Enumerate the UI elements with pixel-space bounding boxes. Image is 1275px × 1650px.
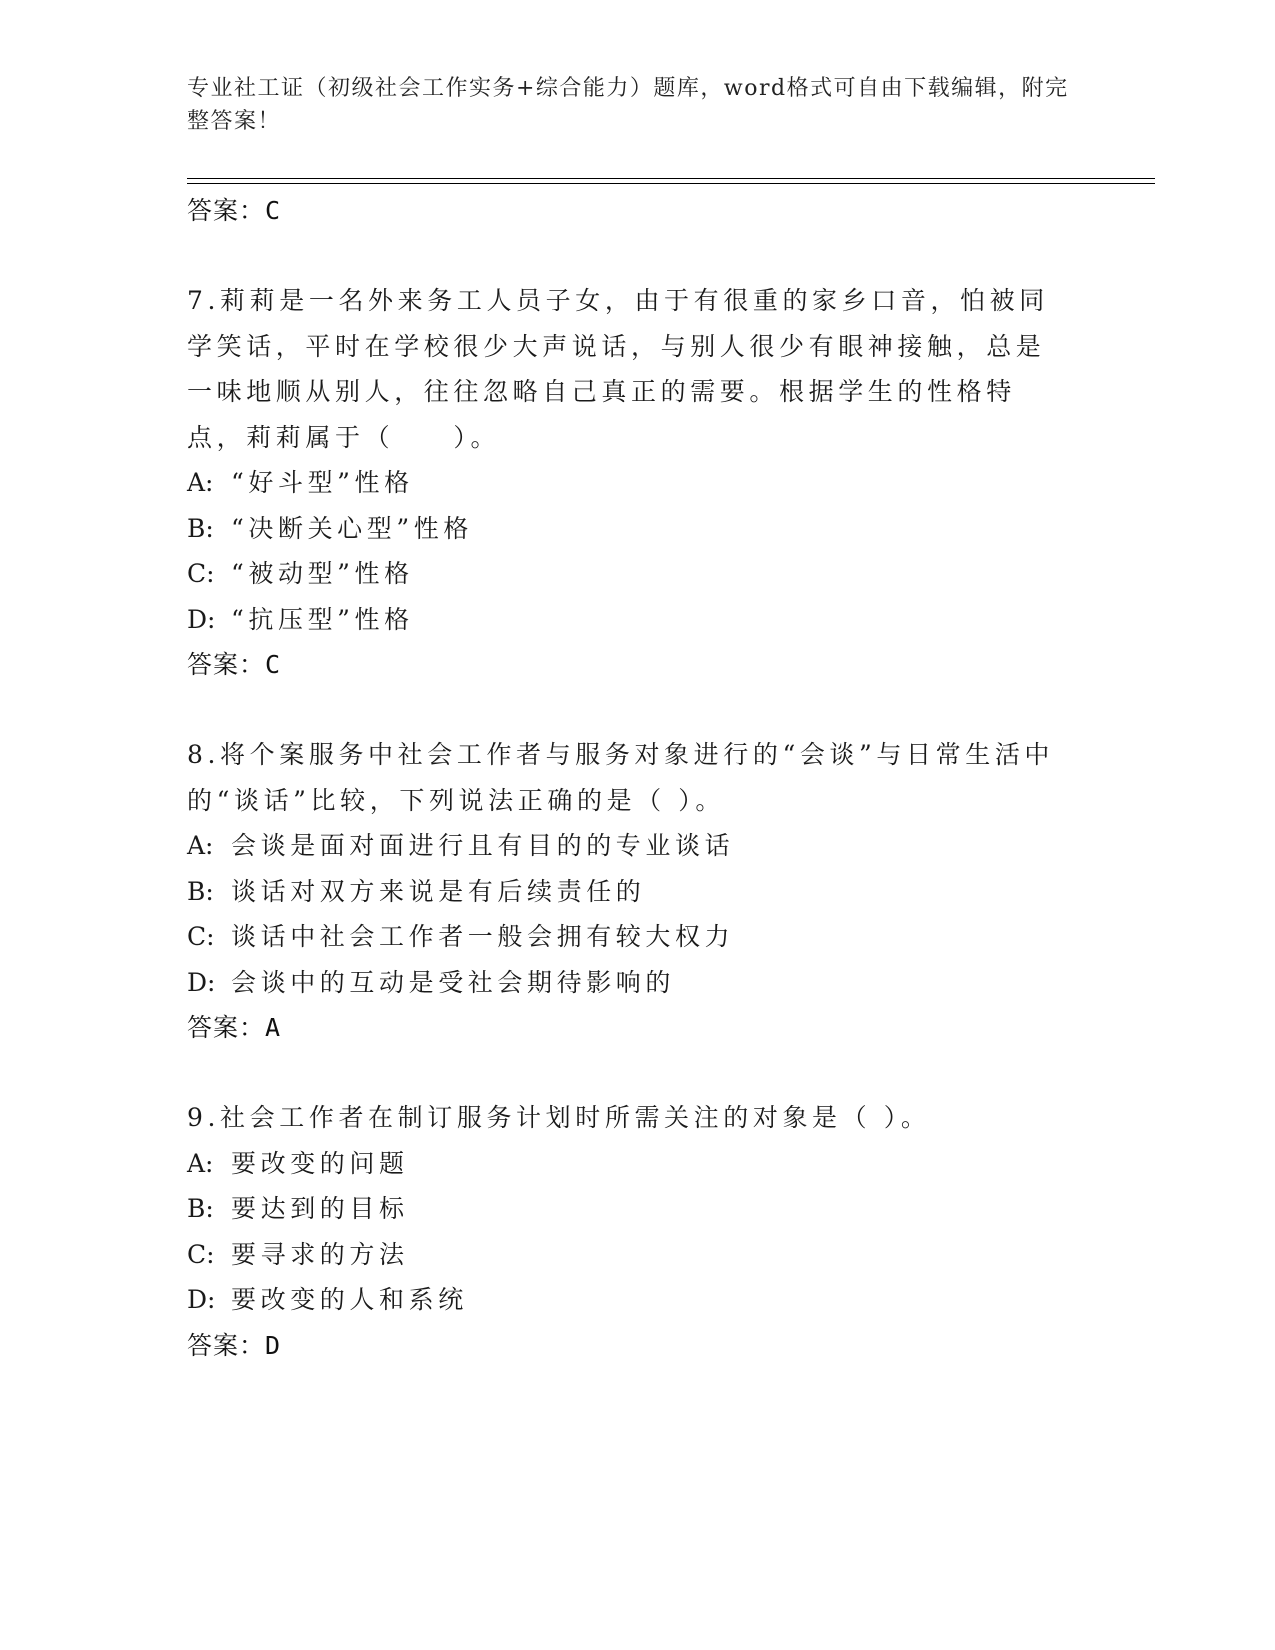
page-header: 专业社工证（初级社会工作实务+综合能力）题库，word格式可自由下载编辑，附完整答案！ [187, 76, 1069, 134]
option-c [187, 914, 1067, 960]
option-text: “抗压型”性格 [231, 604, 414, 634]
option-letter: D: [187, 967, 216, 997]
option-a [187, 1141, 1067, 1187]
answer-line [187, 1323, 1067, 1369]
option-letter: B: [187, 1194, 214, 1223]
option-letter: A: [187, 831, 214, 860]
option-text: “被动型”性格 [231, 559, 414, 588]
option-d [187, 1277, 1067, 1323]
answer-prefix: 答案： [187, 1013, 266, 1042]
question-stem: 8.将个案服务中社会工作者与服务对象进行的“会谈”与日常生活中的“谈话”比较，下列说法正确的是（ ）。 [187, 740, 1055, 815]
option-letter: A: [187, 468, 214, 497]
option-b [187, 869, 1067, 915]
option-text: 要寻求的方法 [231, 1239, 409, 1269]
answer-prefix: 答案： [187, 1330, 266, 1360]
option-c [187, 1232, 1067, 1278]
option-b [187, 1186, 1067, 1232]
option-text: “决断关心型”性格 [231, 513, 473, 543]
option-text: “好斗型”性格 [231, 468, 414, 497]
option-letter: B: [187, 513, 214, 543]
option-letter: A: [187, 1148, 214, 1178]
answer-value: C [265, 650, 282, 679]
question-block-9 [187, 1095, 1067, 1369]
question-block-8 [187, 732, 1067, 1051]
answer-value: A [265, 1013, 282, 1042]
option-a [187, 823, 1067, 869]
option-text: 谈话对双方来说是有后续责任的 [231, 876, 646, 906]
option-a [187, 460, 1067, 506]
option-letter: D: [187, 1285, 216, 1314]
option-text: 会谈是面对面进行且有目的的专业谈话 [231, 831, 735, 860]
answer-value: C [265, 196, 282, 225]
answer-prefix: 答案： [187, 650, 266, 679]
option-text: 要达到的目标 [231, 1194, 409, 1223]
answer-value: D [265, 1330, 282, 1360]
question-block-7 [187, 278, 1067, 688]
header-divider [187, 178, 1155, 184]
option-letter: C: [187, 922, 215, 951]
answer-line [187, 1005, 1067, 1051]
question-stem: 7.莉莉是一名外来务工人员子女，由于有很重的家乡口音，怕被同学笑话，平时在学校很少大声说话，与别人很少有眼神接触，总是一味地顺从别人，往往忽略自己真正的需要。根据学生的性格特点，莉莉属于（ ）。 [187, 286, 1049, 452]
option-d [187, 597, 1067, 643]
answer-prefix: 答案： [187, 196, 266, 225]
option-text: 会谈中的互动是受社会期待影响的 [231, 967, 676, 997]
option-letter: C: [187, 1239, 215, 1269]
option-text: 要改变的问题 [231, 1148, 409, 1178]
option-d [187, 960, 1067, 1006]
answer-line [187, 642, 1067, 688]
option-letter: C: [187, 559, 215, 588]
question-stem: 9.社会工作者在制订服务计划时所需关注的对象是（ ）。 [187, 1103, 931, 1132]
answer-line [187, 188, 1067, 234]
option-b [187, 506, 1067, 552]
option-text: 要改变的人和系统 [231, 1285, 468, 1314]
document-body [187, 188, 1067, 1369]
option-text: 谈话中社会工作者一般会拥有较大权力 [231, 922, 735, 951]
option-letter: B: [187, 876, 214, 906]
option-letter: D: [187, 604, 216, 634]
option-c [187, 551, 1067, 597]
